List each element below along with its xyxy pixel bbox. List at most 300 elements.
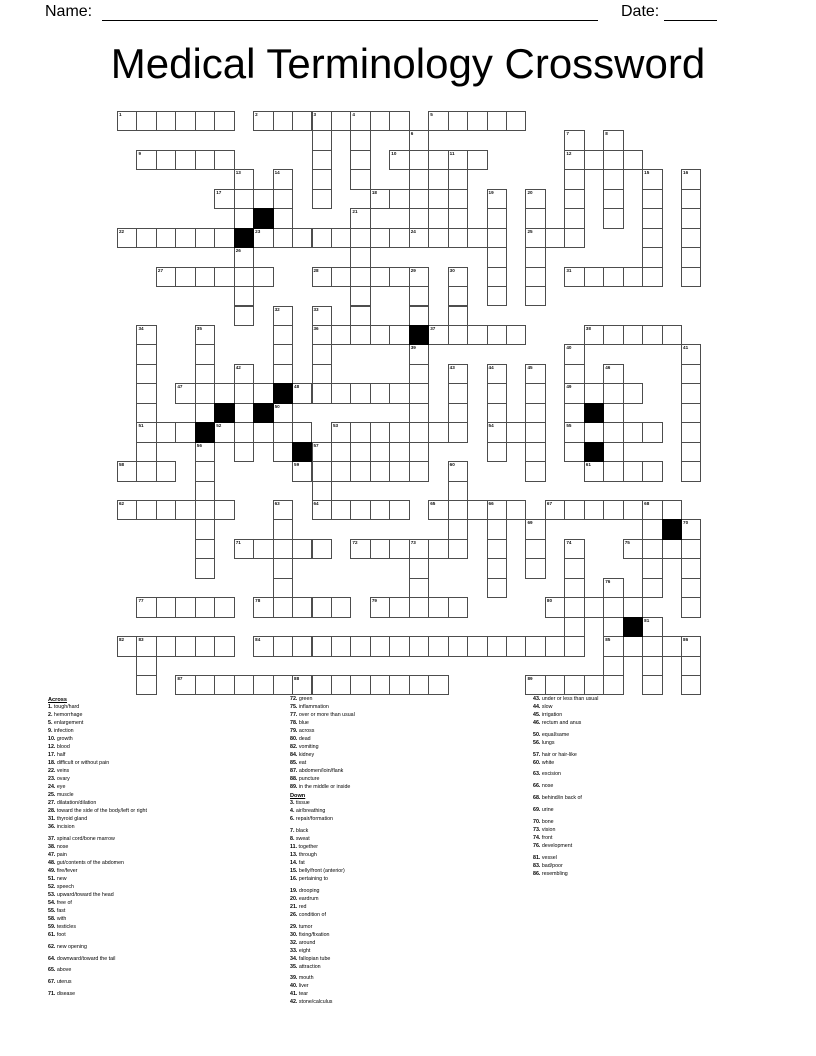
grid-cell[interactable] — [175, 422, 195, 442]
grid-cell[interactable] — [136, 403, 156, 423]
grid-cell[interactable] — [525, 247, 545, 267]
grid-cell[interactable] — [156, 422, 176, 442]
grid-cell[interactable] — [584, 150, 604, 170]
grid-cell[interactable] — [409, 636, 429, 656]
grid-cell[interactable] — [195, 344, 215, 364]
grid-cell[interactable] — [389, 636, 409, 656]
grid-cell[interactable] — [389, 267, 409, 287]
grid-cell[interactable] — [136, 656, 156, 676]
grid-cell[interactable] — [448, 539, 468, 559]
grid-cell[interactable] — [312, 364, 332, 384]
grid-cell[interactable] — [370, 422, 390, 442]
grid-cell[interactable] — [564, 130, 584, 150]
grid-cell[interactable] — [117, 500, 137, 520]
grid-cell[interactable] — [487, 403, 507, 423]
grid-cell[interactable] — [623, 597, 643, 617]
grid-cell[interactable] — [584, 461, 604, 481]
grid-cell[interactable] — [681, 247, 701, 267]
grid-cell[interactable] — [350, 325, 370, 345]
grid-cell[interactable] — [292, 597, 312, 617]
grid-cell[interactable] — [195, 442, 215, 462]
grid-cell[interactable] — [603, 383, 623, 403]
grid-cell[interactable] — [175, 228, 195, 248]
grid-cell[interactable] — [156, 597, 176, 617]
grid-cell[interactable] — [117, 228, 137, 248]
grid-cell[interactable] — [312, 539, 332, 559]
grid-cell[interactable] — [389, 461, 409, 481]
grid-cell[interactable] — [448, 189, 468, 209]
grid-cell[interactable] — [642, 578, 662, 598]
grid-cell[interactable] — [448, 461, 468, 481]
grid-cell[interactable] — [603, 461, 623, 481]
grid-cell[interactable] — [292, 636, 312, 656]
grid-cell[interactable] — [117, 111, 137, 131]
grid-cell[interactable] — [545, 636, 565, 656]
grid-cell[interactable] — [584, 597, 604, 617]
grid-cell[interactable] — [370, 500, 390, 520]
grid-cell[interactable] — [331, 675, 351, 695]
grid-cell[interactable] — [428, 111, 448, 131]
grid-cell[interactable] — [642, 247, 662, 267]
grid-cell[interactable] — [331, 597, 351, 617]
grid-cell[interactable] — [603, 500, 623, 520]
grid-cell[interactable] — [642, 519, 662, 539]
grid-cell[interactable] — [195, 150, 215, 170]
grid-cell[interactable] — [136, 228, 156, 248]
grid-cell[interactable] — [253, 539, 273, 559]
grid-cell[interactable] — [389, 325, 409, 345]
grid-cell[interactable] — [409, 267, 429, 287]
grid-cell[interactable] — [467, 636, 487, 656]
grid-cell[interactable] — [175, 636, 195, 656]
grid-cell[interactable] — [312, 636, 332, 656]
grid-cell[interactable] — [662, 636, 682, 656]
grid-cell[interactable] — [273, 306, 293, 326]
grid-cell[interactable] — [681, 519, 701, 539]
grid-cell[interactable] — [564, 228, 584, 248]
grid-cell[interactable] — [603, 267, 623, 287]
grid-cell[interactable] — [350, 111, 370, 131]
grid-cell[interactable] — [506, 111, 526, 131]
grid-cell[interactable] — [525, 267, 545, 287]
grid-cell[interactable] — [564, 364, 584, 384]
grid-cell[interactable] — [253, 383, 273, 403]
grid-cell[interactable] — [642, 500, 662, 520]
grid-cell[interactable] — [117, 636, 137, 656]
grid-cell[interactable] — [253, 422, 273, 442]
grid-cell[interactable] — [428, 228, 448, 248]
grid-cell[interactable] — [234, 675, 254, 695]
grid-cell[interactable] — [136, 597, 156, 617]
grid-cell[interactable] — [136, 636, 156, 656]
grid-cell[interactable] — [409, 208, 429, 228]
grid-cell[interactable] — [564, 208, 584, 228]
grid-cell[interactable] — [487, 247, 507, 267]
grid-cell[interactable] — [214, 150, 234, 170]
grid-cell[interactable] — [136, 325, 156, 345]
grid-cell[interactable] — [487, 208, 507, 228]
grid-cell[interactable] — [409, 150, 429, 170]
grid-cell[interactable] — [564, 267, 584, 287]
grid-cell[interactable] — [623, 422, 643, 442]
grid-cell[interactable] — [292, 422, 312, 442]
grid-cell[interactable] — [603, 656, 623, 676]
grid-cell[interactable] — [370, 539, 390, 559]
grid-cell[interactable] — [467, 150, 487, 170]
date-input-line[interactable] — [664, 1, 717, 21]
grid-cell[interactable] — [409, 286, 429, 306]
grid-cell[interactable] — [389, 500, 409, 520]
grid-cell[interactable] — [389, 228, 409, 248]
grid-cell[interactable] — [448, 383, 468, 403]
grid-cell[interactable] — [467, 500, 487, 520]
grid-cell[interactable] — [487, 442, 507, 462]
grid-cell[interactable] — [273, 578, 293, 598]
grid-cell[interactable] — [136, 500, 156, 520]
grid-cell[interactable] — [273, 228, 293, 248]
grid-cell[interactable] — [136, 675, 156, 695]
grid-cell[interactable] — [214, 636, 234, 656]
grid-cell[interactable] — [564, 500, 584, 520]
grid-cell[interactable] — [214, 111, 234, 131]
grid-cell[interactable] — [370, 597, 390, 617]
grid-cell[interactable] — [273, 558, 293, 578]
grid-cell[interactable] — [312, 169, 332, 189]
grid-cell[interactable] — [467, 325, 487, 345]
grid-cell[interactable] — [273, 442, 293, 462]
grid-cell[interactable] — [681, 539, 701, 559]
grid-cell[interactable] — [234, 422, 254, 442]
grid-cell[interactable] — [525, 442, 545, 462]
grid-cell[interactable] — [253, 675, 273, 695]
grid-cell[interactable] — [175, 383, 195, 403]
grid-cell[interactable] — [292, 111, 312, 131]
grid-cell[interactable] — [409, 130, 429, 150]
grid-cell[interactable] — [331, 383, 351, 403]
grid-cell[interactable] — [273, 111, 293, 131]
grid-cell[interactable] — [350, 383, 370, 403]
grid-cell[interactable] — [409, 189, 429, 209]
grid-cell[interactable] — [331, 111, 351, 131]
grid-cell[interactable] — [681, 383, 701, 403]
grid-cell[interactable] — [312, 675, 332, 695]
grid-cell[interactable] — [409, 383, 429, 403]
grid-cell[interactable] — [253, 189, 273, 209]
grid-cell[interactable] — [409, 675, 429, 695]
grid-cell[interactable] — [409, 422, 429, 442]
grid-cell[interactable] — [117, 461, 137, 481]
grid-cell[interactable] — [370, 189, 390, 209]
grid-cell[interactable] — [331, 422, 351, 442]
grid-cell[interactable] — [214, 267, 234, 287]
grid-cell[interactable] — [214, 597, 234, 617]
grid-cell[interactable] — [525, 364, 545, 384]
grid-cell[interactable] — [195, 267, 215, 287]
grid-cell[interactable] — [662, 500, 682, 520]
grid-cell[interactable] — [195, 228, 215, 248]
grid-cell[interactable] — [273, 597, 293, 617]
grid-cell[interactable] — [273, 208, 293, 228]
grid-cell[interactable] — [525, 539, 545, 559]
grid-cell[interactable] — [409, 344, 429, 364]
grid-cell[interactable] — [564, 169, 584, 189]
grid-cell[interactable] — [681, 189, 701, 209]
grid-cell[interactable] — [681, 344, 701, 364]
grid-cell[interactable] — [312, 442, 332, 462]
grid-cell[interactable] — [350, 306, 370, 326]
grid-cell[interactable] — [175, 597, 195, 617]
grid-cell[interactable] — [564, 383, 584, 403]
grid-cell[interactable] — [234, 383, 254, 403]
grid-cell[interactable] — [623, 325, 643, 345]
grid-cell[interactable] — [273, 364, 293, 384]
grid-cell[interactable] — [487, 111, 507, 131]
grid-cell[interactable] — [623, 383, 643, 403]
grid-cell[interactable] — [448, 325, 468, 345]
grid-cell[interactable] — [136, 344, 156, 364]
grid-cell[interactable] — [195, 636, 215, 656]
grid-cell[interactable] — [331, 636, 351, 656]
grid-cell[interactable] — [234, 169, 254, 189]
grid-cell[interactable] — [448, 111, 468, 131]
grid-cell[interactable] — [487, 189, 507, 209]
grid-cell[interactable] — [273, 325, 293, 345]
grid-cell[interactable] — [156, 461, 176, 481]
grid-cell[interactable] — [214, 189, 234, 209]
grid-cell[interactable] — [409, 597, 429, 617]
grid-cell[interactable] — [273, 189, 293, 209]
grid-cell[interactable] — [273, 169, 293, 189]
grid-cell[interactable] — [195, 539, 215, 559]
grid-cell[interactable] — [506, 422, 526, 442]
grid-cell[interactable] — [525, 383, 545, 403]
grid-cell[interactable] — [681, 442, 701, 462]
grid-cell[interactable] — [448, 364, 468, 384]
grid-cell[interactable] — [428, 539, 448, 559]
grid-cell[interactable] — [409, 461, 429, 481]
grid-cell[interactable] — [603, 364, 623, 384]
grid-cell[interactable] — [448, 636, 468, 656]
grid-cell[interactable] — [234, 286, 254, 306]
grid-cell[interactable] — [603, 578, 623, 598]
grid-cell[interactable] — [448, 422, 468, 442]
grid-cell[interactable] — [681, 364, 701, 384]
grid-cell[interactable] — [389, 675, 409, 695]
grid-cell[interactable] — [409, 578, 429, 598]
grid-cell[interactable] — [623, 539, 643, 559]
grid-cell[interactable] — [136, 461, 156, 481]
grid-cell[interactable] — [681, 422, 701, 442]
grid-cell[interactable] — [331, 442, 351, 462]
grid-cell[interactable] — [506, 500, 526, 520]
grid-cell[interactable] — [564, 597, 584, 617]
grid-cell[interactable] — [195, 481, 215, 501]
grid-cell[interactable] — [331, 228, 351, 248]
grid-cell[interactable] — [136, 150, 156, 170]
grid-cell[interactable] — [195, 111, 215, 131]
grid-cell[interactable] — [681, 558, 701, 578]
grid-cell[interactable] — [623, 150, 643, 170]
grid-cell[interactable] — [214, 675, 234, 695]
grid-cell[interactable] — [253, 111, 273, 131]
grid-cell[interactable] — [409, 306, 429, 326]
grid-cell[interactable] — [370, 325, 390, 345]
grid-cell[interactable] — [642, 422, 662, 442]
grid-cell[interactable] — [525, 461, 545, 481]
grid-cell[interactable] — [350, 461, 370, 481]
grid-cell[interactable] — [603, 169, 623, 189]
grid-cell[interactable] — [253, 228, 273, 248]
grid-cell[interactable] — [642, 189, 662, 209]
grid-cell[interactable] — [312, 383, 332, 403]
grid-cell[interactable] — [331, 267, 351, 287]
grid-cell[interactable] — [234, 247, 254, 267]
grid-cell[interactable] — [525, 636, 545, 656]
grid-cell[interactable] — [545, 597, 565, 617]
grid-cell[interactable] — [681, 578, 701, 598]
grid-cell[interactable] — [487, 325, 507, 345]
grid-cell[interactable] — [350, 286, 370, 306]
grid-cell[interactable] — [487, 364, 507, 384]
grid-cell[interactable] — [564, 150, 584, 170]
grid-cell[interactable] — [623, 461, 643, 481]
grid-cell[interactable] — [525, 422, 545, 442]
grid-cell[interactable] — [273, 403, 293, 423]
grid-cell[interactable] — [292, 675, 312, 695]
grid-cell[interactable] — [350, 169, 370, 189]
grid-cell[interactable] — [136, 383, 156, 403]
grid-cell[interactable] — [487, 383, 507, 403]
grid-cell[interactable] — [370, 267, 390, 287]
grid-cell[interactable] — [234, 539, 254, 559]
grid-cell[interactable] — [350, 539, 370, 559]
grid-cell[interactable] — [564, 344, 584, 364]
grid-cell[interactable] — [681, 461, 701, 481]
grid-cell[interactable] — [409, 539, 429, 559]
grid-cell[interactable] — [175, 111, 195, 131]
grid-cell[interactable] — [603, 189, 623, 209]
grid-cell[interactable] — [603, 208, 623, 228]
grid-cell[interactable] — [487, 539, 507, 559]
grid-cell[interactable] — [525, 403, 545, 423]
grid-cell[interactable] — [350, 130, 370, 150]
grid-cell[interactable] — [623, 500, 643, 520]
grid-cell[interactable] — [487, 286, 507, 306]
grid-cell[interactable] — [370, 111, 390, 131]
grid-cell[interactable] — [428, 189, 448, 209]
grid-cell[interactable] — [642, 656, 662, 676]
grid-cell[interactable] — [545, 675, 565, 695]
grid-cell[interactable] — [584, 267, 604, 287]
grid-cell[interactable] — [350, 228, 370, 248]
grid-cell[interactable] — [681, 656, 701, 676]
grid-cell[interactable] — [642, 675, 662, 695]
grid-cell[interactable] — [525, 228, 545, 248]
grid-cell[interactable] — [603, 617, 623, 637]
grid-cell[interactable] — [350, 267, 370, 287]
grid-cell[interactable] — [681, 169, 701, 189]
grid-cell[interactable] — [409, 403, 429, 423]
grid-cell[interactable] — [273, 519, 293, 539]
grid-cell[interactable] — [409, 228, 429, 248]
grid-cell[interactable] — [195, 364, 215, 384]
grid-cell[interactable] — [564, 636, 584, 656]
grid-cell[interactable] — [253, 267, 273, 287]
grid-cell[interactable] — [681, 208, 701, 228]
grid-cell[interactable] — [350, 208, 370, 228]
grid-cell[interactable] — [662, 325, 682, 345]
grid-cell[interactable] — [681, 267, 701, 287]
grid-cell[interactable] — [350, 442, 370, 462]
grid-cell[interactable] — [370, 383, 390, 403]
grid-cell[interactable] — [525, 208, 545, 228]
grid-cell[interactable] — [156, 500, 176, 520]
grid-cell[interactable] — [312, 481, 332, 501]
grid-cell[interactable] — [409, 442, 429, 462]
grid-cell[interactable] — [448, 208, 468, 228]
grid-cell[interactable] — [331, 500, 351, 520]
grid-cell[interactable] — [214, 422, 234, 442]
grid-cell[interactable] — [273, 422, 293, 442]
grid-cell[interactable] — [292, 461, 312, 481]
grid-cell[interactable] — [234, 403, 254, 423]
grid-cell[interactable] — [623, 267, 643, 287]
grid-cell[interactable] — [273, 344, 293, 364]
grid-cell[interactable] — [195, 461, 215, 481]
grid-cell[interactable] — [234, 267, 254, 287]
grid-cell[interactable] — [564, 675, 584, 695]
grid-cell[interactable] — [487, 578, 507, 598]
grid-cell[interactable] — [448, 597, 468, 617]
grid-cell[interactable] — [564, 442, 584, 462]
grid-cell[interactable] — [428, 500, 448, 520]
grid-cell[interactable] — [350, 500, 370, 520]
grid-cell[interactable] — [448, 286, 468, 306]
grid-cell[interactable] — [175, 675, 195, 695]
grid-cell[interactable] — [234, 442, 254, 462]
grid-cell[interactable] — [603, 150, 623, 170]
grid-cell[interactable] — [389, 150, 409, 170]
grid-cell[interactable] — [350, 150, 370, 170]
grid-cell[interactable] — [487, 558, 507, 578]
grid-cell[interactable] — [234, 306, 254, 326]
grid-cell[interactable] — [564, 189, 584, 209]
grid-cell[interactable] — [156, 267, 176, 287]
grid-cell[interactable] — [448, 169, 468, 189]
grid-cell[interactable] — [428, 675, 448, 695]
grid-cell[interactable] — [525, 286, 545, 306]
grid-cell[interactable] — [136, 422, 156, 442]
grid-cell[interactable] — [642, 169, 662, 189]
grid-cell[interactable] — [195, 558, 215, 578]
grid-cell[interactable] — [564, 558, 584, 578]
grid-cell[interactable] — [389, 442, 409, 462]
grid-cell[interactable] — [292, 228, 312, 248]
grid-cell[interactable] — [584, 500, 604, 520]
grid-cell[interactable] — [370, 442, 390, 462]
grid-cell[interactable] — [409, 364, 429, 384]
grid-cell[interactable] — [331, 461, 351, 481]
grid-cell[interactable] — [175, 500, 195, 520]
grid-cell[interactable] — [214, 383, 234, 403]
grid-cell[interactable] — [525, 519, 545, 539]
name-input-line[interactable] — [102, 1, 598, 21]
grid-cell[interactable] — [156, 636, 176, 656]
grid-cell[interactable] — [603, 325, 623, 345]
grid-cell[interactable] — [195, 403, 215, 423]
grid-cell[interactable] — [195, 325, 215, 345]
grid-cell[interactable] — [603, 636, 623, 656]
